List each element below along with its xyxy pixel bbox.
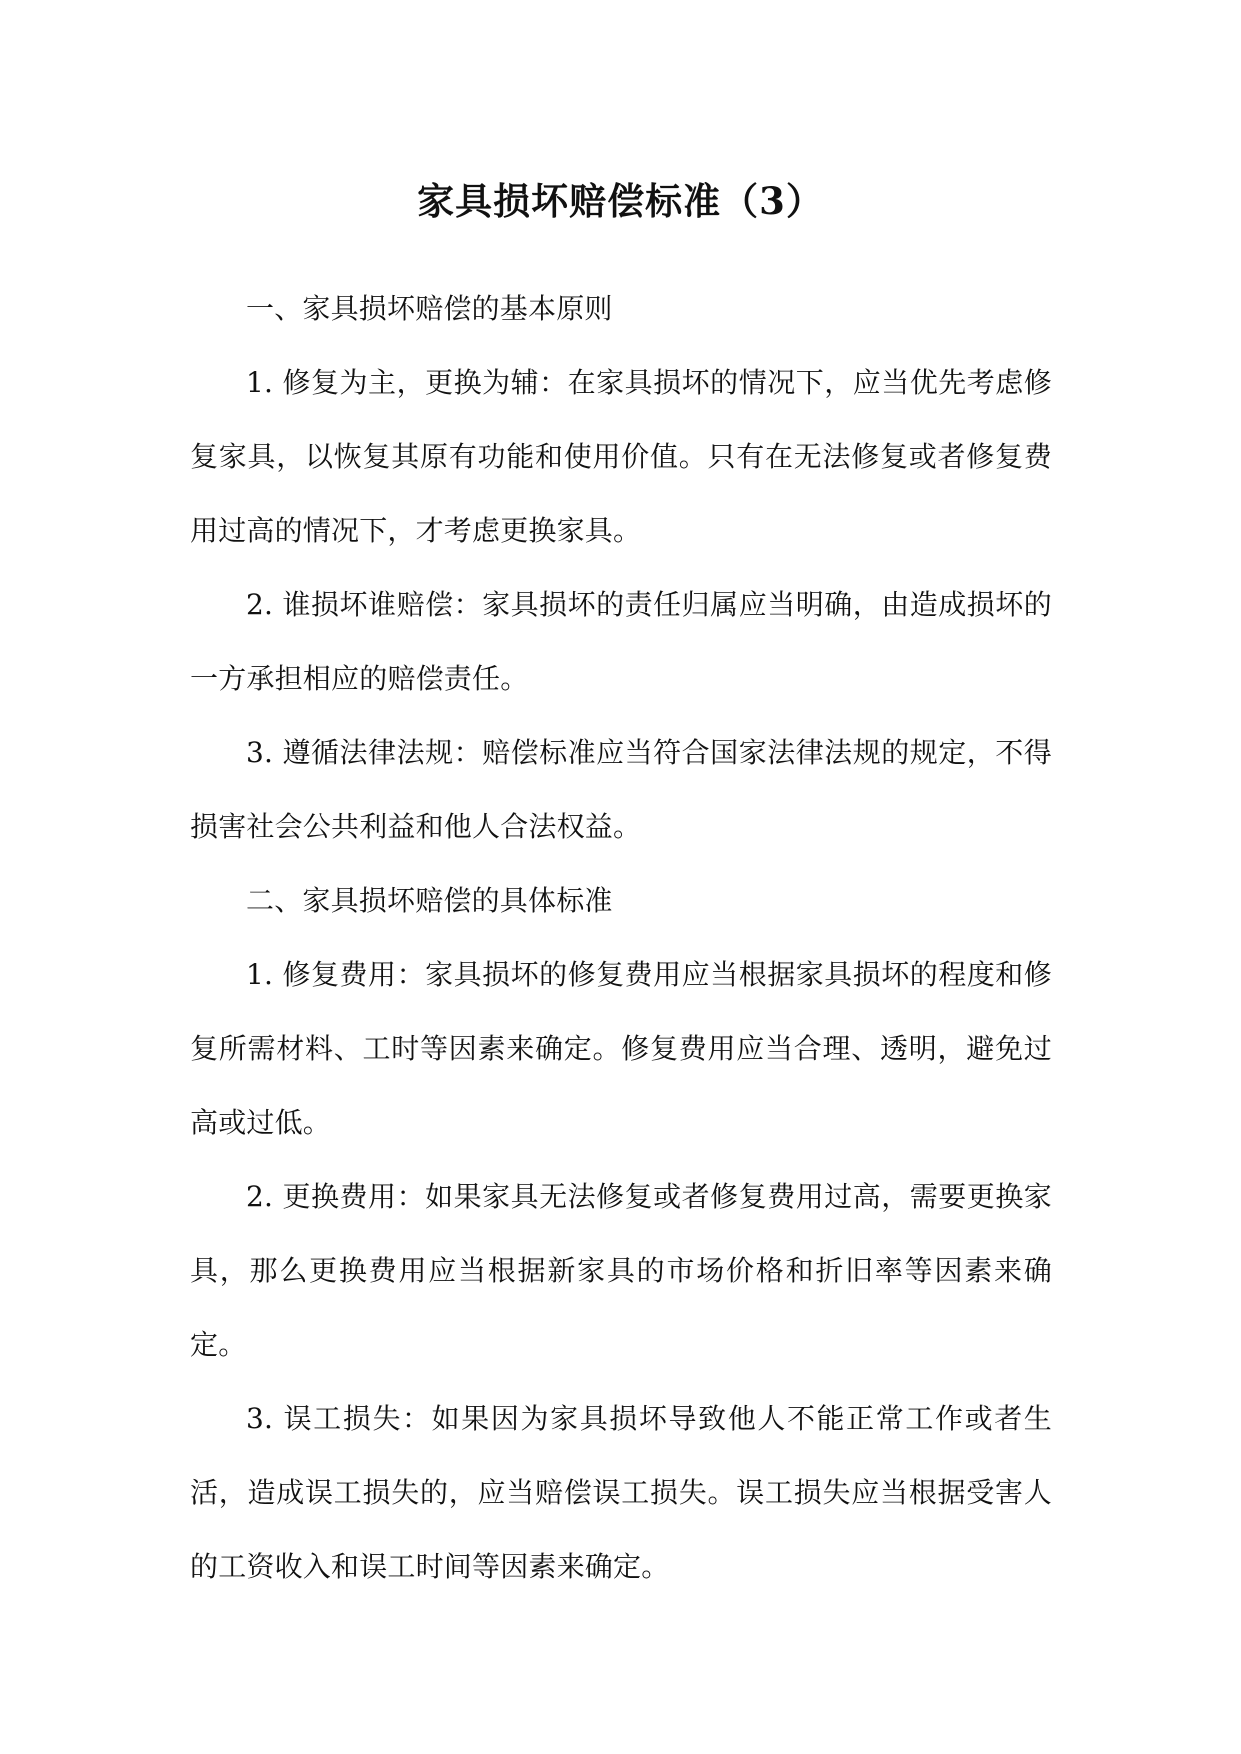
paragraph-liability: 2. 谁损坏谁赔偿：家具损坏的责任归属应当明确，由造成损坏的一方承担相应的赔偿责任。: [190, 588, 1052, 695]
paragraph-legal-compliance: 3. 遵循法律法规：赔偿标准应当符合国家法律法规的规定，不得损害社会公共利益和他人合法权益。: [190, 736, 1052, 843]
document-body: [190, 272, 1052, 1604]
paragraph-replacement-cost: 2. 更换费用：如果家具无法修复或者修复费用过高，需要更换家具，那么更换费用应当根据新家具的市场价格和折旧率等因素来确定。: [190, 1180, 1052, 1361]
section-heading-principles: 一、家具损坏赔偿的基本原则: [246, 292, 613, 325]
paragraph-lost-work: 3. 误工损失：如果因为家具损坏导致他人不能正常工作或者生活，造成误工损失的，应当赔偿误工损失。误工损失应当根据受害人的工资收入和误工时间等因素来确定。: [190, 1402, 1052, 1583]
section-heading-standards: 二、家具损坏赔偿的具体标准: [246, 884, 613, 917]
paragraph-repair-cost: 1. 修复费用：家具损坏的修复费用应当根据家具损坏的程度和修复所需材料、工时等因素来确定。修复费用应当合理、透明，避免过高或过低。: [190, 958, 1052, 1139]
paragraph-repair-first: 1. 修复为主，更换为辅：在家具损坏的情况下，应当优先考虑修复家具，以恢复其原有功能和使用价值。只有在无法修复或者修复费用过高的情况下，才考虑更换家具。: [190, 366, 1052, 547]
document-title: 家具损坏赔偿标准（3）: [417, 178, 824, 223]
